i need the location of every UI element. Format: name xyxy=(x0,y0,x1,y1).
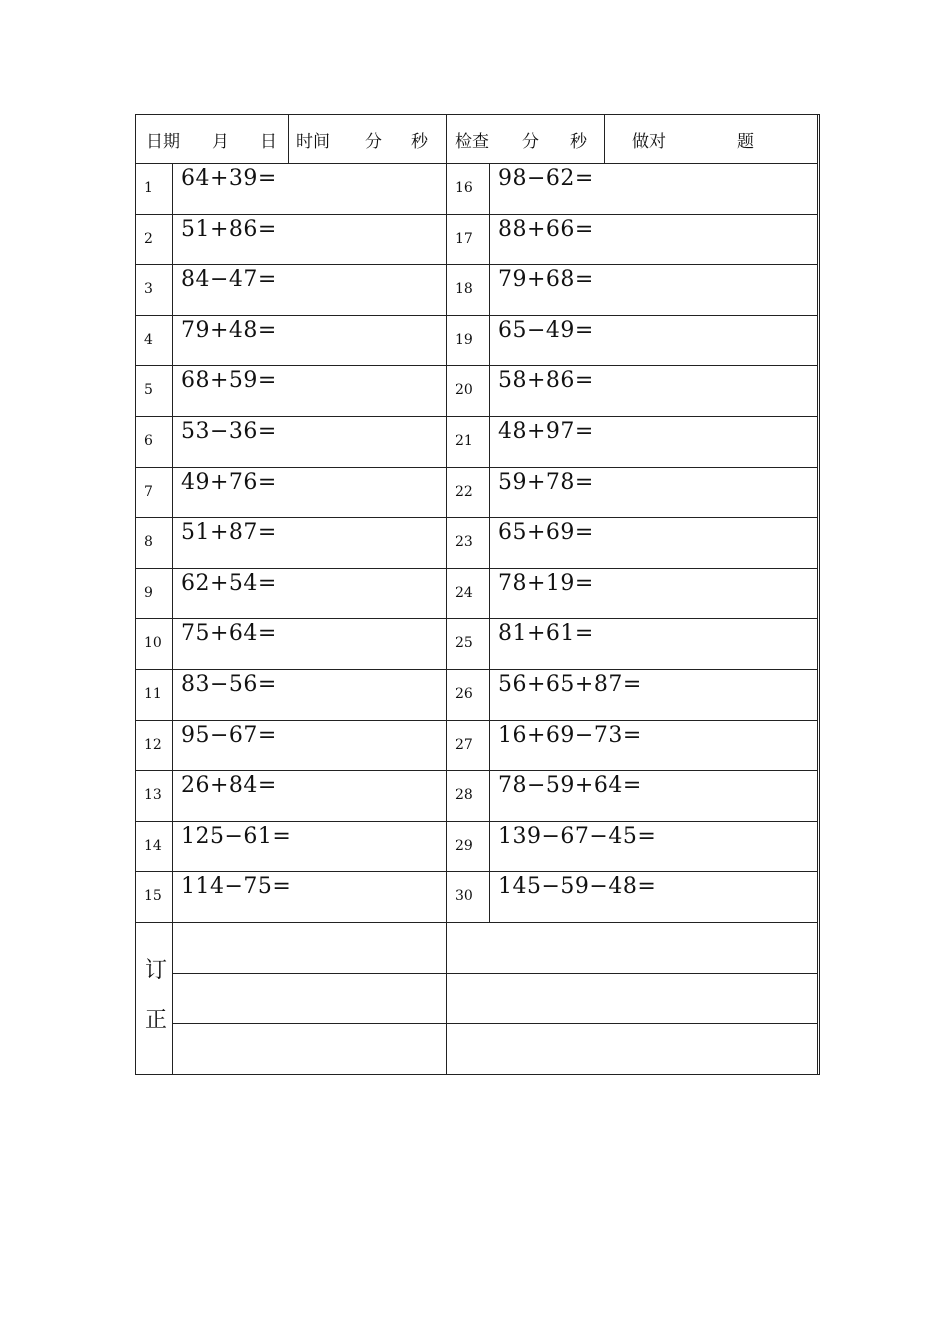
problem-number: 22 xyxy=(455,483,473,500)
problem-expression: 59+78= xyxy=(498,469,594,495)
table-left-border xyxy=(135,114,136,1075)
problem-expression: 65−49= xyxy=(498,317,594,343)
problem-expression: 62+54= xyxy=(181,570,277,596)
number-column-divider xyxy=(172,163,173,1074)
problem-number: 23 xyxy=(455,534,473,551)
problem-number: 25 xyxy=(455,635,473,652)
correction-label-char-2: 正 xyxy=(145,1008,168,1033)
row-divider xyxy=(135,922,817,923)
correct-count-unit: 题 xyxy=(737,132,754,152)
date-label: 日期 xyxy=(146,132,180,152)
problem-expression: 83−56= xyxy=(181,672,277,697)
check-seconds-label: 秒 xyxy=(570,132,587,152)
row-divider xyxy=(135,568,817,569)
month-label: 月 xyxy=(212,132,229,152)
problem-number: 14 xyxy=(144,837,162,854)
check-minutes-label: 分 xyxy=(522,132,539,152)
problem-expression: 84−47= xyxy=(181,267,277,293)
problem-number: 3 xyxy=(144,281,153,298)
problem-expression: 64+39= xyxy=(181,166,277,191)
correction-row-divider xyxy=(172,1023,817,1024)
table-bottom-border xyxy=(135,1074,820,1075)
correction-label-char-1: 订 xyxy=(145,958,168,983)
table-right-border-outer xyxy=(819,114,820,1075)
problem-expression: 58+86= xyxy=(498,368,594,394)
problem-number: 30 xyxy=(455,888,473,905)
problem-number: 11 xyxy=(144,686,162,702)
problem-number: 28 xyxy=(455,787,473,804)
problem-expression: 79+48= xyxy=(181,317,277,343)
problem-expression: 48+97= xyxy=(498,419,594,444)
problem-expression: 114−75= xyxy=(181,874,292,900)
table-right-border xyxy=(817,114,818,1075)
problem-number: 21 xyxy=(455,433,473,449)
problem-expression: 88+66= xyxy=(498,216,594,242)
row-divider xyxy=(135,163,817,164)
problem-number: 16 xyxy=(455,180,473,196)
problem-number: 6 xyxy=(144,433,153,449)
header-divider xyxy=(288,114,289,163)
problem-expression: 145−59−48= xyxy=(498,874,657,900)
problem-expression: 16+69−73= xyxy=(498,722,642,748)
problem-number: 9 xyxy=(144,584,153,601)
correction-row-divider xyxy=(172,973,817,974)
problem-expression: 26+84= xyxy=(181,773,277,799)
problem-expression: 53−36= xyxy=(181,419,277,444)
problem-expression: 51+87= xyxy=(181,520,277,546)
problem-expression: 75+64= xyxy=(181,621,277,647)
correct-count-label: 做对 xyxy=(632,132,666,152)
row-divider xyxy=(135,618,817,619)
problem-expression: 139−67−45= xyxy=(498,823,657,849)
problem-number: 17 xyxy=(455,230,473,247)
problem-number: 4 xyxy=(144,331,153,348)
problem-number: 27 xyxy=(455,736,473,753)
row-divider xyxy=(135,517,817,518)
row-divider xyxy=(135,315,817,316)
row-divider xyxy=(135,871,817,872)
problem-expression: 95−67= xyxy=(181,722,277,748)
problem-expression: 79+68= xyxy=(498,267,594,293)
problem-expression: 65+69= xyxy=(498,520,594,546)
problem-number: 5 xyxy=(144,382,153,399)
header-divider xyxy=(604,114,605,163)
problem-number: 10 xyxy=(144,635,162,652)
problem-number: 8 xyxy=(144,534,153,551)
problem-number: 29 xyxy=(455,837,473,854)
problem-expression: 98−62= xyxy=(498,166,594,191)
middle-column-divider xyxy=(446,163,447,1074)
problem-number: 19 xyxy=(455,331,473,348)
row-divider xyxy=(135,214,817,215)
row-divider xyxy=(135,770,817,771)
problem-expression: 78+19= xyxy=(498,570,594,596)
problem-number: 18 xyxy=(455,281,473,298)
problem-expression: 56+65+87= xyxy=(498,672,642,697)
problem-number: 7 xyxy=(144,483,153,500)
problem-number: 13 xyxy=(144,787,162,804)
time-label: 时间 xyxy=(296,132,330,152)
problem-expression: 81+61= xyxy=(498,621,594,647)
row-divider xyxy=(135,365,817,366)
problem-number: 1 xyxy=(144,180,153,196)
problem-number: 15 xyxy=(144,888,162,905)
day-label: 日 xyxy=(260,132,277,152)
row-divider xyxy=(135,669,817,670)
time-minutes-label: 分 xyxy=(365,132,382,152)
table-top-border xyxy=(135,114,819,115)
problem-expression: 125−61= xyxy=(181,823,292,849)
number-column-divider-right xyxy=(489,163,490,922)
row-divider xyxy=(135,720,817,721)
problem-number: 12 xyxy=(144,736,162,753)
problem-number: 24 xyxy=(455,584,473,601)
problem-expression: 49+76= xyxy=(181,469,277,495)
problem-number: 20 xyxy=(455,382,473,399)
problem-expression: 68+59= xyxy=(181,368,277,394)
row-divider xyxy=(135,264,817,265)
row-divider xyxy=(135,467,817,468)
check-label: 检查 xyxy=(455,132,489,152)
problem-expression: 78−59+64= xyxy=(498,773,642,799)
row-divider xyxy=(135,821,817,822)
header-divider xyxy=(446,114,447,163)
problem-number: 2 xyxy=(144,230,153,247)
problem-number: 26 xyxy=(455,686,473,702)
row-divider xyxy=(135,416,817,417)
problem-expression: 51+86= xyxy=(181,216,277,242)
time-seconds-label: 秒 xyxy=(411,132,428,152)
